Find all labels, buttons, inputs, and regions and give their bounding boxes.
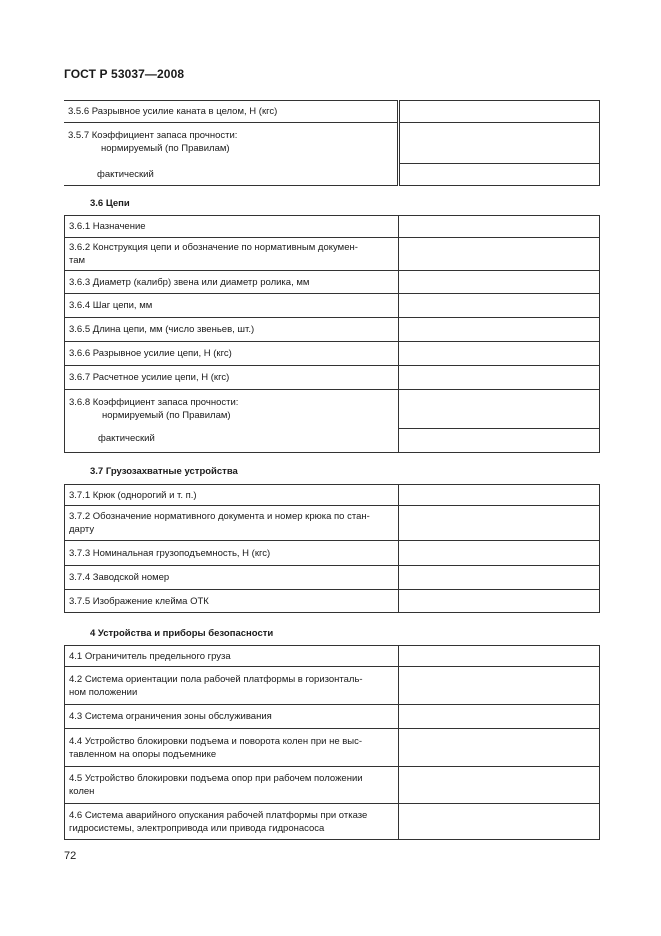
value-cell[interactable] bbox=[399, 566, 600, 590]
value-cell[interactable] bbox=[399, 541, 600, 566]
table-row bbox=[64, 101, 599, 123]
table-row bbox=[65, 705, 600, 729]
row-sublabel: фактический bbox=[97, 169, 154, 180]
row-label: 3.6.5 Длина цепи, мм (число звеньев, шт.) bbox=[65, 318, 399, 342]
row-label: 3.7.5 Изображение клейма ОТК bbox=[65, 590, 399, 613]
value-cell[interactable] bbox=[399, 428, 599, 450]
row-label: 3.7.1 Крюк (однорогий и т. п.) bbox=[65, 485, 399, 506]
value-cell[interactable] bbox=[399, 506, 600, 541]
row-label: 3.6.6 Разрывное усилие цепи, Н (кгс) bbox=[65, 342, 399, 366]
table-row bbox=[65, 667, 600, 705]
row-label: 3.6.1 Назначение bbox=[65, 216, 399, 238]
value-cell[interactable] bbox=[399, 646, 600, 667]
value-cell[interactable] bbox=[399, 804, 600, 840]
value-cell[interactable] bbox=[400, 123, 599, 163]
section-title: 3.6 Цепи bbox=[90, 198, 130, 209]
table-row bbox=[65, 506, 600, 541]
section-title: 4 Устройства и приборы безопасности bbox=[90, 628, 274, 639]
row-label: 3.5.6 Разрывное усилие каната в целом, Н (кгс) bbox=[64, 101, 398, 123]
row-label: 3.6.7 Расчетное усилие цепи, Н (кгс) bbox=[65, 366, 399, 390]
document-code: ГОСТ Р 53037—2008 bbox=[64, 67, 185, 81]
row-sublabel: нормируемый (по Правилам) bbox=[101, 143, 230, 154]
table-row bbox=[65, 366, 600, 390]
table-row bbox=[65, 646, 600, 667]
row-label: 3.5.7 Коэффициент запаса прочности: bbox=[68, 130, 238, 141]
row-label: 3.6.4 Шаг цепи, мм bbox=[65, 294, 399, 318]
table-chains bbox=[64, 215, 600, 453]
table-row bbox=[65, 566, 600, 590]
value-cell[interactable] bbox=[399, 729, 600, 767]
row-label: 4.2 Система ориентации пола рабочей платформы в горизонталь- ном положении bbox=[65, 667, 399, 705]
value-cell[interactable] bbox=[399, 216, 600, 238]
section-title: 3.7 Грузозахватные устройства bbox=[90, 466, 238, 477]
value-cell[interactable] bbox=[399, 705, 600, 729]
table-row bbox=[65, 485, 600, 506]
table-row bbox=[65, 541, 600, 566]
value-cell[interactable] bbox=[400, 163, 599, 185]
value-cell[interactable] bbox=[399, 271, 600, 294]
value-cell[interactable] bbox=[399, 667, 600, 705]
row-label: 3.6.8 Коэффициент запаса прочности: bbox=[69, 397, 239, 408]
table-row bbox=[65, 767, 600, 804]
value-cell[interactable] bbox=[399, 342, 600, 366]
row-label: 3.7.2 Обозначение нормативного документа и номер крюка по стан- дарту bbox=[65, 506, 399, 541]
row-label: 3.6.2 Конструкция цепи и обозначение по нормативным докумен- там bbox=[65, 238, 399, 271]
table-row bbox=[65, 318, 600, 342]
row-sublabel: нормируемый (по Правилам) bbox=[102, 410, 231, 421]
value-cell[interactable] bbox=[399, 318, 600, 342]
row-label: 4.1 Ограничитель предельного груза bbox=[65, 646, 399, 667]
row-label: 3.7.4 Заводской номер bbox=[65, 566, 399, 590]
table-rope bbox=[64, 100, 600, 186]
table-row bbox=[65, 390, 600, 453]
table-row bbox=[65, 238, 600, 271]
row-label: 3.6.3 Диаметр (калибр) звена или диаметр ролика, мм bbox=[65, 271, 399, 294]
row-label: 3.7.3 Номинальная грузоподъемность, Н (кгс) bbox=[65, 541, 399, 566]
table-row bbox=[65, 294, 600, 318]
value-cell[interactable] bbox=[399, 485, 600, 506]
table-row bbox=[65, 729, 600, 767]
value-cell[interactable] bbox=[399, 393, 599, 428]
value-cell[interactable] bbox=[399, 590, 600, 613]
row-label: 4.6 Система аварийного опускания рабочей платформы при отказе гидросистемы, электропривода или привода гидронасоса bbox=[65, 804, 399, 840]
table-row bbox=[65, 342, 600, 366]
page-number: 72 bbox=[64, 850, 77, 862]
value-cell[interactable] bbox=[399, 767, 600, 804]
row-label: 4.3 Система ограничения зоны обслуживания bbox=[65, 705, 399, 729]
value-cell[interactable] bbox=[399, 366, 600, 390]
table-row bbox=[65, 590, 600, 613]
value-cell[interactable] bbox=[399, 238, 600, 271]
value-cell[interactable] bbox=[398, 101, 599, 123]
value-cell[interactable] bbox=[399, 294, 600, 318]
table-safety-devices bbox=[64, 645, 600, 840]
table-row bbox=[65, 216, 600, 238]
row-label: 4.5 Устройство блокировки подъема опор при рабочем положении колен bbox=[65, 767, 399, 804]
row-label: 4.4 Устройство блокировки подъема и поворота колен при не выс- тавленном на опоры подъемнике bbox=[65, 729, 399, 767]
table-row bbox=[65, 804, 600, 840]
table-row bbox=[64, 123, 599, 186]
table-row bbox=[65, 271, 600, 294]
row-sublabel: фактический bbox=[98, 433, 155, 444]
table-lifting-devices bbox=[64, 484, 600, 613]
